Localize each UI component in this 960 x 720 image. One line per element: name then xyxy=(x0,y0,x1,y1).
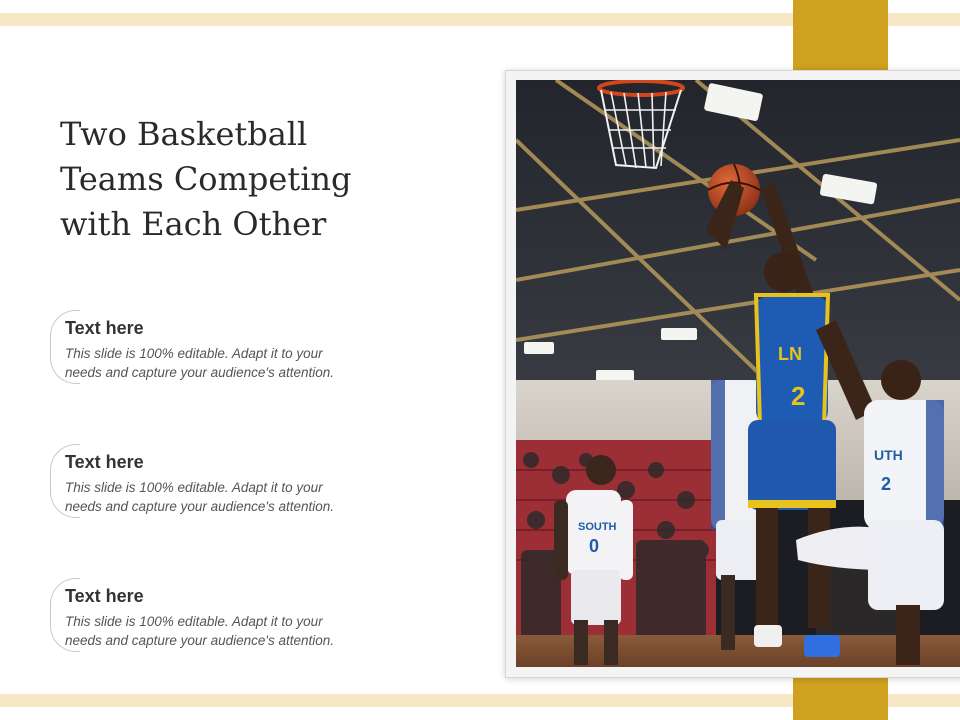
slide-title xyxy=(60,112,390,247)
title-line-1: Two Basketball xyxy=(60,115,308,153)
text-item-body-line-1: This slide is 100% editable. Adapt it to your xyxy=(65,346,323,361)
text-item-body xyxy=(65,612,365,650)
text-item-body-line-1: This slide is 100% editable. Adapt it to your xyxy=(65,480,323,495)
jersey-number: 2 xyxy=(791,381,806,411)
text-item-3 xyxy=(50,578,380,654)
jersey-number: 2 xyxy=(881,474,892,494)
text-item-1 xyxy=(50,310,380,386)
top-gold-block xyxy=(793,0,888,70)
basketball-photo xyxy=(516,80,960,667)
player-white-middle xyxy=(711,380,761,650)
text-item-body-line-1: This slide is 100% editable. Adapt it to your xyxy=(65,614,323,629)
bottom-gold-block xyxy=(793,678,888,720)
jersey-text: UTH xyxy=(874,447,903,463)
text-item-body xyxy=(65,478,365,516)
jersey-text: LN xyxy=(778,344,802,364)
text-item-body xyxy=(65,344,365,382)
text-item-body-line-2: needs and capture your audience's attention. xyxy=(65,499,335,514)
text-item-heading: Text here xyxy=(65,586,144,606)
text-item-heading: Text here xyxy=(65,452,144,472)
title-line-3: with Each Other xyxy=(60,205,327,243)
text-item-body-line-2: needs and capture your audience's attention. xyxy=(65,365,335,380)
jersey-text: SOUTH xyxy=(578,521,617,533)
jersey-number: 0 xyxy=(589,536,600,556)
text-item-2 xyxy=(50,444,380,520)
text-item-heading: Text here xyxy=(65,318,144,338)
title-line-2: Teams Competing xyxy=(60,160,352,198)
text-item-body-line-2: needs and capture your audience's attention. xyxy=(65,633,335,648)
